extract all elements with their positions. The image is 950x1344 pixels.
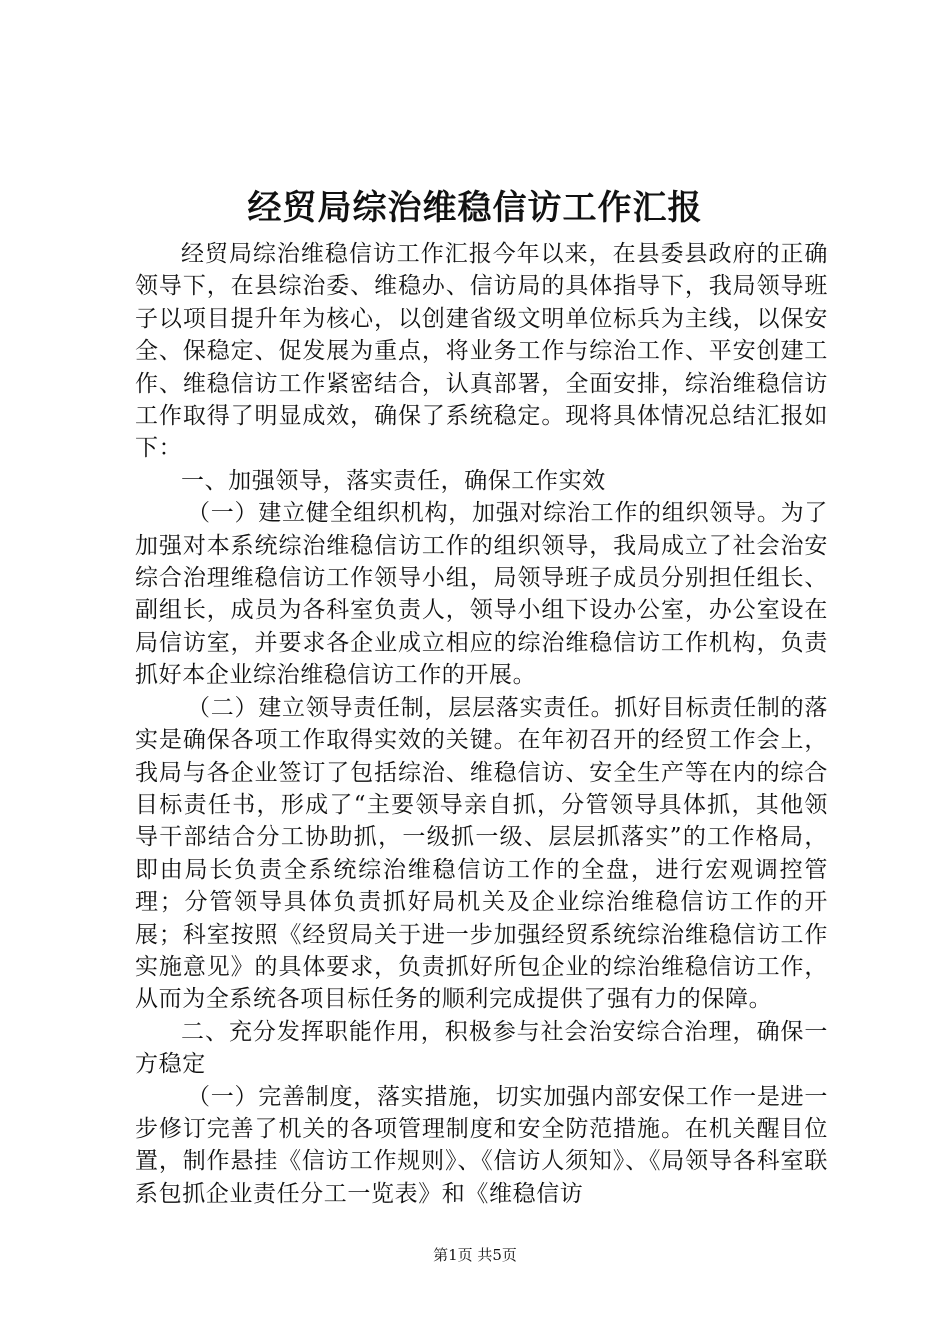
document-title: 经贸局综治维稳信访工作汇报 bbox=[247, 188, 703, 228]
page-number-footer: 第1页 共5页 bbox=[433, 1246, 517, 1264]
subsection-paragraph-2-1: （一）完善制度，落实措施，切实加强内部安保工作一是进一步修订完善了机关的各项管理制度和安全防范措施。在机关醒目位置，制作悬挂《信访工作规则》、《信访人须知》、《局领导各科室联系包抓企业责任分工一览表》和《维稳信访 bbox=[135, 1083, 828, 1207]
document-body bbox=[135, 238, 828, 1210]
section-heading-1: 一、加强领导，落实责任，确保工作实效 bbox=[181, 467, 606, 494]
subsection-paragraph-1-1: （一）建立健全组织机构，加强对综治工作的组织领导。为了加强对本系统综治维稳信访工作的组织领导，我局成立了社会治安综合治理维稳信访工作领导小组，局领导班子成员分别担任组长、副组长，成员为各科室负责人，领导小组下设办公室，办公室设在局信访室，并要求各企业成立相应的综治维稳信访工作机构，负责抓好本企业综治维稳信访工作的开展。 bbox=[135, 500, 828, 689]
section-heading-2: 二、充分发挥职能作用，积极参与社会治安综合治理，确保一方稳定 bbox=[135, 1018, 828, 1078]
intro-paragraph: 经贸局综治维稳信访工作汇报今年以来，在县委县政府的正确领导下，在县综治委、维稳办、信访局的具体指导下，我局领导班子以项目提升年为核心，以创建省级文明单位标兵为主线，以保安全、保稳定、促发展为重点，将业务工作与综治工作、平安创建工作、维稳信访工作紧密结合，认真部署，全面安排，综治维稳信访工作取得了明显成效，确保了系统稳定。现将具体情况总结汇报如下： bbox=[135, 241, 828, 462]
subsection-paragraph-1-2: （二）建立领导责任制，层层落实责任。抓好目标责任制的落实是确保各项工作取得实效的关键。在年初召开的经贸工作会上，我局与各企业签订了包括综治、维稳信访、安全生产等在内的综合目标责任书，形成了“主要领导亲自抓，分管领导具体抓，其他领导干部结合分工协助抓，一级抓一级、层层抓落实”的工作格局，即由局长负责全系统综治维稳信访工作的全盘，进行宏观调控管理；分管领导具体负责抓好局机关及企业综治维稳信访工作的开展；科室按照《经贸局关于进一步加强经贸系统综治维稳信访工作实施意见》的具体要求，负责抓好所包企业的综治维稳信访工作，从而为全系统各项目标任务的顺利完成提供了强有力的保障。 bbox=[135, 694, 828, 1013]
